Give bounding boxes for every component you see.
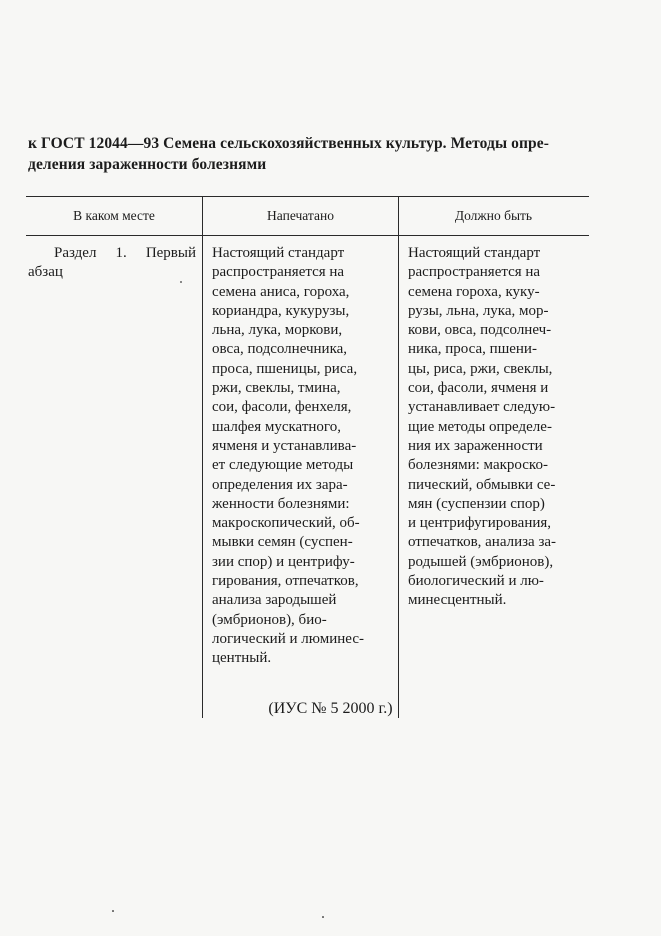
cell-should-be (398, 236, 588, 718)
cell-should-be-text: Настоящий стандарт распространяется на семена гороха, куку- рузы, льна, лука, мор- кови, овса, подсолнеч- ника, проса, пшени- цы, риса, ржи, свеклы, сои, фасоли, ячменя и устанавливает следую- щие методы определе- ния их зараженности болезнями: макроско- пический, обмывки се- мян (суспензии спор) и центрифугирования, отпечатков, анализа за- родышей (эмбрионов), биологический и лю- минесцентный. (408, 245, 557, 609)
cell-where (26, 236, 202, 296)
scan-speck (112, 910, 114, 912)
title-line-2: деления зараженности болезнями (28, 156, 267, 173)
document-title (28, 133, 594, 175)
scan-speck (180, 281, 182, 283)
table-header (26, 197, 589, 236)
ius-reference: (ИУС № 5 2000 г.) (268, 700, 393, 717)
cell-where-text: Раздел 1. Первый абзац (28, 245, 196, 281)
header-should-be: Должно быть (398, 197, 588, 235)
header-printed: Напечатано (202, 197, 398, 235)
table-row (26, 236, 589, 718)
title-line-1: к ГОСТ 12044—93 Семена сельскохозяйственных культур. Методы опре- (28, 135, 549, 152)
scan-speck (322, 916, 324, 918)
header-where: В каком месте (73, 208, 155, 223)
cell-printed-text: Настоящий стандарт распространяется на семена аниса, гороха, кориандра, кукурузы, льна, лука, моркови, овса, подсолнечника, проса, пшеницы, риса, ржи, свеклы, тмина, сои, фасоли, фенхеля, шалфея мускатного, ячменя и устанавлива- ет следующие методы определения их зара- женности болезнями: макроскопический, об- мывки семян (суспен- зии спор) и центрифу- гирования, отпечатков, анализа зародышей (эмбрионов), био- логический и люминес- центный. (212, 245, 364, 667)
correction-table (26, 196, 589, 718)
cell-printed (202, 236, 398, 718)
